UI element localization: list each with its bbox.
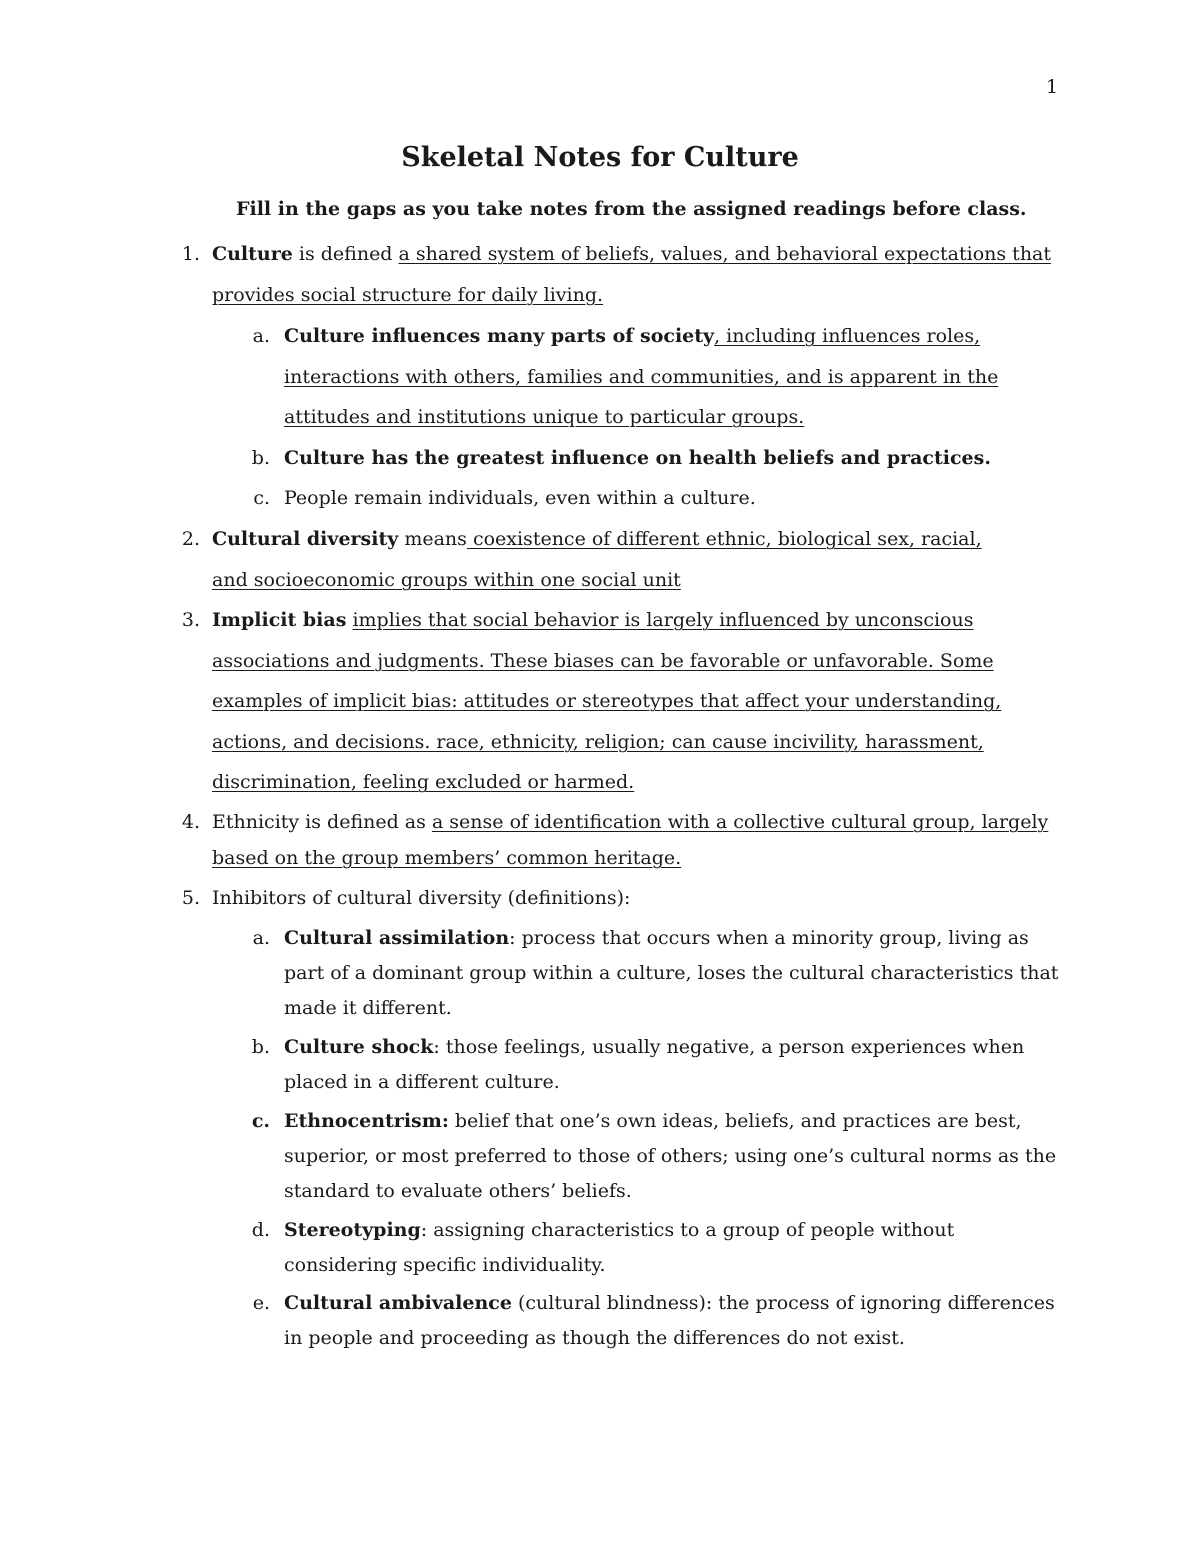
term: Cultural ambivalence <box>284 1292 512 1314</box>
item-marker: d. <box>251 1219 270 1241</box>
answer-text: a sense of identification with a collective cultural group, largely based on the group members’ common heritage. <box>212 811 1049 869</box>
item-text: Ethnicity is defined as <box>212 811 432 833</box>
term: Ethnocentrism: <box>284 1110 449 1132</box>
list-item-5 <box>181 878 1062 919</box>
term: Cultural diversity <box>212 528 399 550</box>
item-marker: a. <box>252 927 270 949</box>
list-item-5e <box>252 1286 1064 1356</box>
connector-text: is defined <box>292 243 399 265</box>
definition-text: : those feelings, usually negative, a person experiences when placed in a different culture. <box>284 1036 1025 1093</box>
list-item-2 <box>181 519 1012 600</box>
answer-text: a shared system of beliefs, values, and behavioral expectations that provides social structure for daily living. <box>212 243 1052 306</box>
item-text: Inhibitors of cultural diversity (definitions): <box>212 887 631 909</box>
item-marker: c. <box>251 1110 270 1132</box>
list-item-1 <box>181 234 1062 315</box>
list-item-1a <box>252 316 1064 438</box>
definition-text: : assigning characteristics to a group of people without considering specific individuality. <box>284 1219 955 1276</box>
item-marker: 2. <box>181 528 200 550</box>
term: Culture <box>212 243 293 265</box>
item-text: People remain individuals, even within a culture. <box>284 487 756 509</box>
list-item-5d <box>251 1213 1064 1283</box>
list-item-1b <box>251 438 1064 479</box>
page-number: 1 <box>1046 76 1059 98</box>
term: Culture has the greatest influence on health beliefs and practices. <box>284 447 991 469</box>
term: Culture shock <box>284 1036 434 1058</box>
item-marker: 4. <box>181 811 200 833</box>
definition-text: : process that occurs when a minority group, living as part of a dominant group within a culture, loses the cultural characteristics that made it different. <box>284 927 1059 1019</box>
answer-text: implies that social behavior is largely influenced by unconscious associations and judgments. These biases can be favorable or unfavorable. Some examples of implicit bias: attitudes or stereotypes that affect your understanding, actions, and decisions. race, ethnicity, religion; can cause incivility, harassment, discrimination, feeling excluded or harmed. <box>212 609 1002 794</box>
item-marker: b. <box>251 447 270 469</box>
item-marker: 3. <box>181 609 200 631</box>
definition-text: (cultural blindness): the process of ignoring differences in people and proceeding as though the differences do not exist. <box>284 1292 1055 1349</box>
item-marker: 5. <box>181 887 200 909</box>
list-item-5b <box>251 1030 1064 1100</box>
list-item-3 <box>181 600 1062 803</box>
term: Implicit bias <box>212 609 347 631</box>
answer-text: coexistence of different ethnic, biological sex, racial, and socioeconomic groups within one social unit <box>212 528 982 591</box>
connector-text: means <box>398 528 467 550</box>
instruction-text: Fill in the gaps as you take notes from the assigned readings before class. <box>236 198 1027 220</box>
item-marker: 1. <box>181 243 200 265</box>
list-item-5a <box>252 921 1064 1026</box>
item-marker: e. <box>252 1292 270 1314</box>
item-marker: b. <box>251 1036 270 1058</box>
item-marker: c. <box>253 487 270 509</box>
list-item-5c <box>251 1104 1064 1209</box>
term: Culture influences many parts of society <box>284 325 715 347</box>
item-marker: a. <box>252 325 270 347</box>
definition-text: belief that one’s own ideas, beliefs, and practices are best, superior, or most preferred to those of others; using one’s cultural norms as the standard to evaluate others’ beliefs. <box>284 1110 1057 1202</box>
list-item-1c <box>253 478 1064 519</box>
term: Stereotyping <box>284 1219 421 1241</box>
page-title: Skeletal Notes for Culture <box>401 142 799 173</box>
list-item-4 <box>181 804 1062 876</box>
answer-text: , including influences roles, interactions with others, families and communities, and is apparent in the attitudes and institutions unique to particular groups. <box>284 325 999 429</box>
term: Cultural assimilation <box>284 927 510 949</box>
